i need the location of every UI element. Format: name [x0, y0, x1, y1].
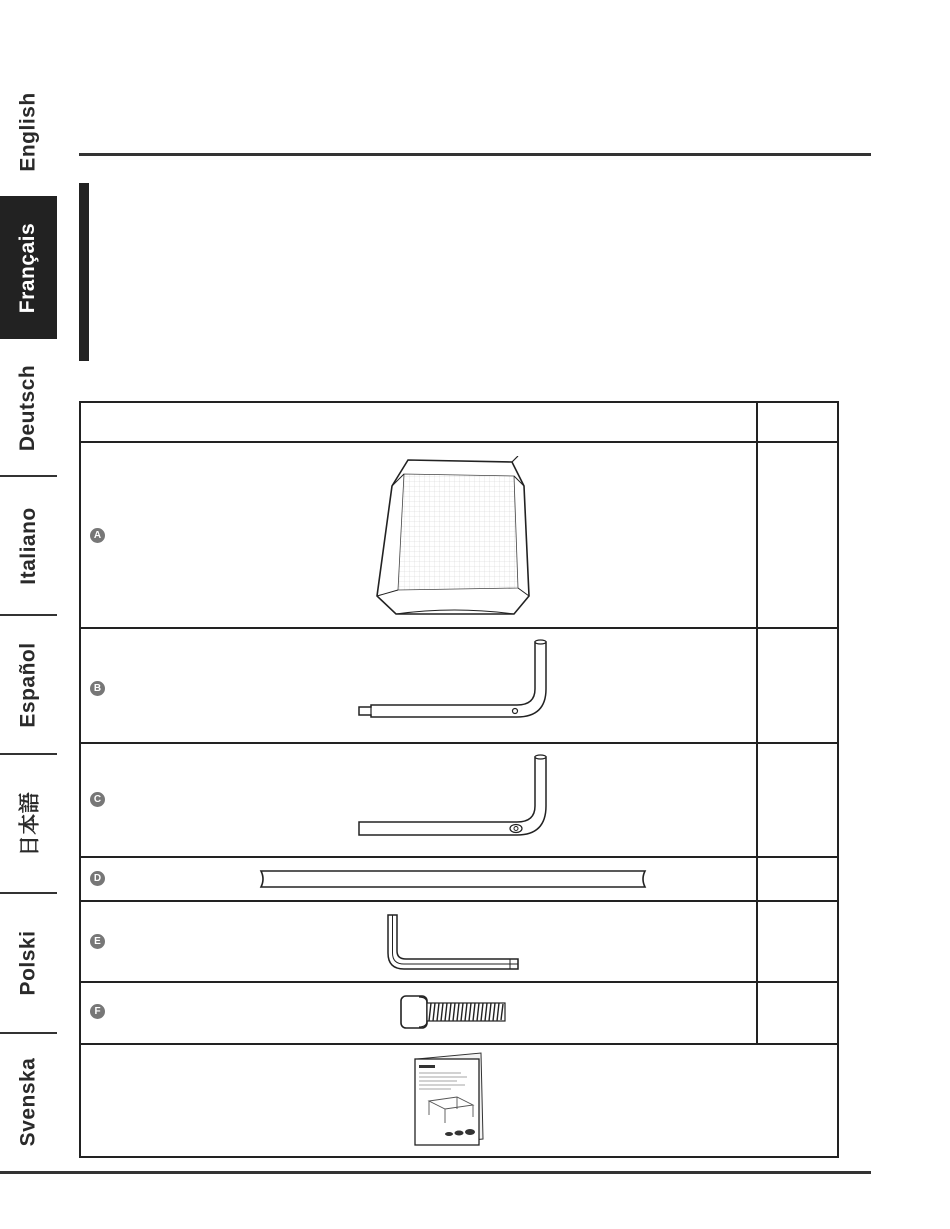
header-rule [79, 153, 871, 156]
lang-tab-label: English [16, 91, 40, 172]
lang-tab-espanol[interactable] [0, 616, 57, 753]
row-divider [79, 900, 839, 902]
row-divider [79, 627, 839, 629]
hex-key-icon [384, 911, 520, 973]
section-accent-bar [79, 183, 89, 361]
lang-tab-label: Deutsch [16, 364, 40, 451]
page-bottom-rule [0, 1171, 871, 1174]
lang-tab-label: 日本語 [18, 791, 42, 856]
lang-tab-label: Français [16, 222, 40, 313]
part-letter-f: F [90, 1004, 105, 1019]
part-letter-d: D [90, 871, 105, 886]
lang-tab-svenska[interactable] [0, 1034, 57, 1170]
instruction-manual-icon [411, 1051, 487, 1147]
lang-tab-label: Polski [16, 930, 40, 996]
lang-tab-polski[interactable] [0, 894, 57, 1032]
parts-table [79, 401, 839, 1158]
part-letter-c: C [90, 792, 105, 807]
fabric-bed-cover-icon [374, 456, 534, 618]
screw-icon [399, 993, 509, 1031]
lang-tab-japanese[interactable] [0, 755, 57, 892]
row-divider [79, 441, 839, 443]
part-letter-e: E [90, 934, 105, 949]
qty-column-divider [756, 401, 758, 1043]
part-letter-a: A [90, 528, 105, 543]
lang-tab-italiano[interactable] [0, 477, 57, 614]
lang-tab-label: Italiano [16, 506, 40, 585]
lang-tab-deutsch[interactable] [0, 340, 57, 475]
lang-tab-francais[interactable] [0, 196, 57, 339]
row-divider [79, 981, 839, 983]
lang-tab-english[interactable] [0, 68, 57, 195]
row-divider [79, 742, 839, 744]
row-divider [79, 1043, 839, 1045]
part-letter-b: B [90, 681, 105, 696]
lang-tab-label: Svenska [16, 1057, 40, 1147]
straight-tube-icon [259, 869, 649, 889]
l-shaped-tube-with-hole-icon [357, 639, 551, 721]
l-shaped-tube-with-bushing-icon [357, 754, 551, 838]
lang-tab-label: Español [16, 641, 40, 728]
row-divider [79, 856, 839, 858]
